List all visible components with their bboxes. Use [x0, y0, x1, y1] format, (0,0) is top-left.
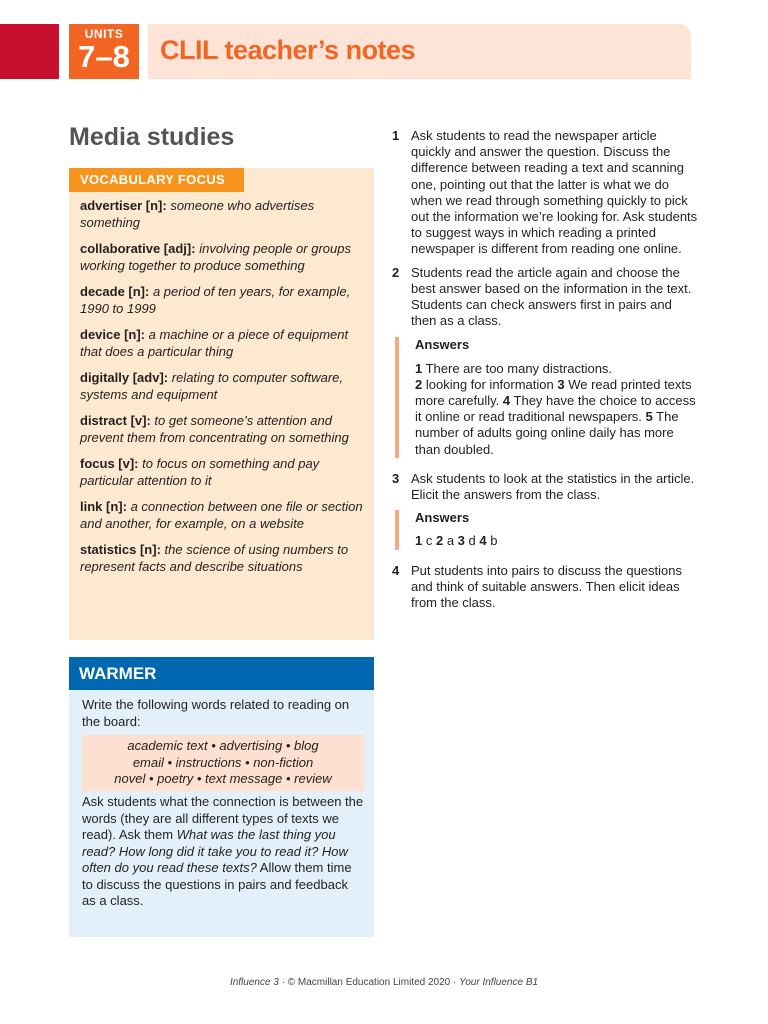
step-1	[392, 128, 698, 258]
step-2	[392, 265, 698, 330]
footer-book-title: Influence 3	[229, 977, 279, 988]
vocabulary-box	[69, 168, 374, 640]
step-number: 4	[392, 562, 400, 578]
vocab-definition: the science of using numbers to represent facts and describe situations	[80, 542, 349, 574]
answer-text: We read printed texts more carefully.	[415, 376, 692, 409]
vocab-definition: a machine or a piece of equipment that does a particular thing	[80, 327, 349, 359]
vocab-definition: to get someone’s attention and prevent them from concentrating on something	[80, 413, 349, 445]
warmer-text-c: Allow them time to discuss the questions in pairs and feedback as a class.	[82, 860, 352, 908]
answer-number: 3	[457, 533, 465, 549]
vocab-definition: a period of ten years, for example, 1990 to 1999	[80, 284, 351, 316]
answer-text: d	[464, 533, 480, 549]
answer-text: b	[486, 533, 498, 549]
section-title: Media studies	[69, 123, 235, 151]
warmer-intro: Write the following words related to reading on the board:	[82, 697, 350, 729]
footer-copyright: · © Macmillan Education Limited 2020 ·	[278, 977, 460, 988]
answer-number: 5	[645, 409, 653, 425]
word-list-line: academic text • advertising • blog	[127, 738, 319, 753]
unit-color-tab	[0, 24, 59, 79]
step-4	[392, 563, 698, 612]
step-number: 3	[392, 470, 400, 486]
answers-text	[415, 361, 698, 458]
answer-number: 2	[415, 376, 423, 392]
warmer-questions: What was the last thing you read? How long did it take you to read it? How often do you read these texts?	[82, 827, 348, 875]
vocab-term: link [n]:	[80, 499, 127, 514]
vocab-term: focus [v]:	[80, 456, 139, 471]
warmer-box	[69, 690, 374, 937]
step-3	[392, 471, 698, 503]
answers-text	[415, 533, 698, 549]
header-title-bar	[148, 24, 691, 79]
vocab-item	[80, 456, 365, 489]
answer-text: There are too many distractions.	[422, 360, 613, 376]
vocab-item	[80, 198, 365, 231]
word-list-line: novel • poetry • text message • review	[114, 771, 332, 786]
page-title: CLIL teacher’s notes	[160, 35, 416, 65]
vocab-term: digitally [adv]:	[80, 370, 169, 385]
vocab-item	[80, 413, 365, 446]
vocab-item	[80, 284, 365, 317]
answer-text: a	[443, 533, 458, 549]
vocab-definition: a connection between one file or section and another, for example, on a website	[80, 499, 363, 531]
vocab-item	[80, 542, 365, 575]
answer-number: 2	[435, 533, 444, 549]
footer-series-title: Your Influence B1	[459, 977, 539, 988]
vocab-definition: relating to computer software, systems and equipment	[80, 370, 343, 402]
step-text: Ask students to look at the statistics in the article. Elicit the answers from the class.	[411, 470, 695, 503]
step-text: Ask students to read the newspaper article quickly and answer the question. Discuss the difference between reading a text and scanning one, pointing out that the latter is what we do when we read through something quickly to pick out the information we’re looking for. Ask students to suggest ways in which reading a printed newspaper is different from reading one online.	[411, 128, 698, 257]
vocab-item	[80, 241, 365, 274]
vocab-term: decade [n]:	[80, 284, 150, 299]
answer-text: The number of adults going online daily has more than doubled.	[415, 409, 679, 457]
vocab-term: advertiser [n]:	[80, 198, 167, 213]
step-number: 1	[392, 128, 400, 143]
step-text: Put students into pairs to discuss the questions and think of suitable answers. Then elicit ideas from the class.	[411, 562, 682, 611]
answer-number: 1	[415, 360, 423, 376]
word-list-box	[82, 735, 364, 791]
answers-heading: Answers	[415, 510, 470, 526]
answer-text: They have the choice to access it online or read traditional newspapers.	[415, 393, 696, 425]
step-text: Students read the article again and choose the best answer based on the information in the text. Students can check answers first in pairs and then as a class.	[411, 264, 692, 329]
answer-number: 4	[502, 393, 511, 409]
units-number: 7–8	[78, 39, 130, 74]
answer-number: 3	[557, 376, 565, 392]
step-number: 2	[392, 264, 400, 280]
warmer-instructions	[82, 794, 364, 910]
warmer-heading: WARMER	[69, 657, 374, 690]
unit-badge	[69, 24, 139, 79]
vocab-term: device [n]:	[80, 327, 146, 342]
vocabulary-list	[80, 198, 365, 585]
vocab-definition: involving people or groups working together to produce something	[80, 241, 351, 273]
vocabulary-heading: VOCABULARY FOCUS	[69, 168, 244, 192]
units-label: UNITS	[84, 27, 124, 41]
answer-number: 4	[479, 533, 487, 549]
word-list-line: email • instructions • non-fiction	[132, 754, 314, 770]
vocab-definition: to focus on something and pay particular attention to it	[80, 456, 320, 488]
vocab-definition: someone who advertises something	[80, 198, 315, 230]
vocab-term: statistics [n]:	[80, 542, 161, 557]
teaching-steps	[392, 128, 698, 611]
vocab-term: collaborative [adj]:	[80, 241, 196, 256]
answer-number: 1	[415, 533, 423, 549]
warmer-text-a: Ask students what the connection is between the words (they are all different types of texts we read). Ask them	[82, 794, 364, 842]
page-footer	[0, 977, 768, 988]
answers-block-1	[395, 337, 698, 457]
answer-text: looking for information	[422, 376, 558, 392]
vocab-item	[80, 327, 365, 360]
vocab-item	[80, 370, 365, 403]
vocab-term: distract [v]:	[80, 413, 151, 428]
answer-text: c	[422, 533, 436, 549]
vocab-item	[80, 499, 365, 532]
answers-heading: Answers	[415, 337, 470, 353]
answers-block-2	[395, 510, 698, 549]
